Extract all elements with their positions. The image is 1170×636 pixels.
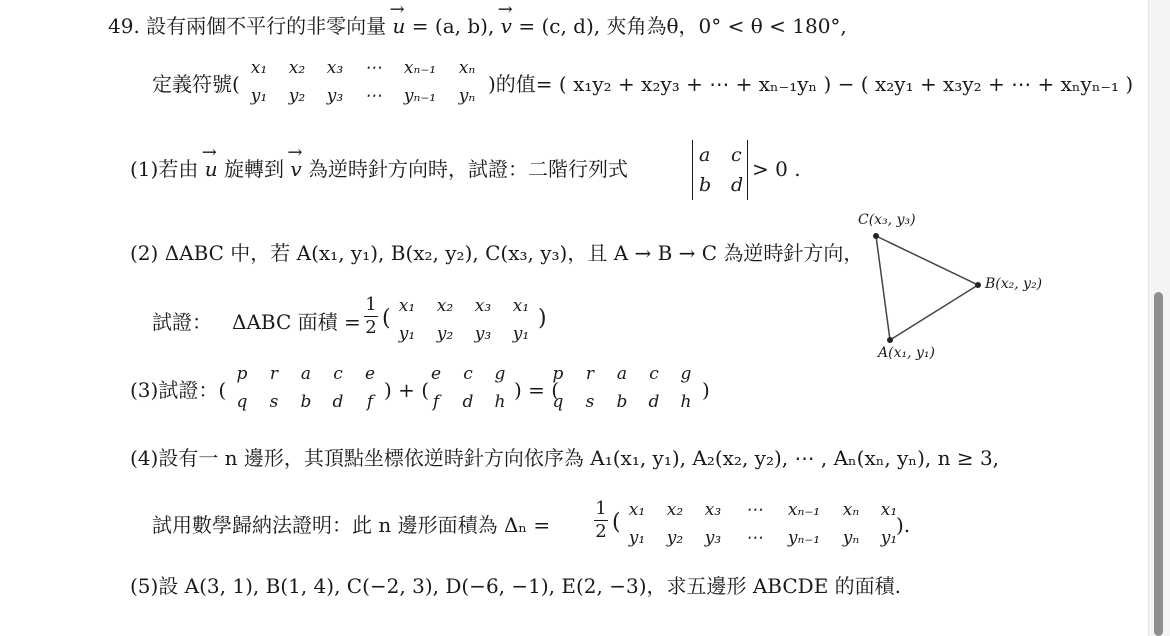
matrix-2-top — [420, 364, 516, 384]
part1-mid1: 旋轉到 — [223, 157, 284, 181]
definition-top-row — [240, 58, 486, 78]
matrix-cell: x₂ — [666, 500, 684, 520]
matrix-cell: y₁ — [880, 528, 898, 548]
matrix-3-bottom — [542, 392, 702, 412]
vector-v: → v — [501, 14, 512, 38]
definition-label: 定義符號( — [152, 72, 240, 96]
matrix-cell: d — [648, 392, 660, 412]
matrix-cell: x₃ — [704, 500, 722, 520]
point-c — [873, 233, 879, 239]
matrix-cell: xₙ₋₁ — [787, 500, 821, 520]
matrix-cell: x₃ — [326, 58, 344, 78]
matrix-cell: x₁ — [398, 296, 416, 316]
problem-intro: 設有兩個不平行的非零向量 — [146, 14, 387, 38]
matrix-cell: x₁ — [628, 500, 646, 520]
close-paren: ) — [538, 306, 547, 331]
matrix-3 — [542, 364, 702, 412]
matrix-cell: yₙ₋₁ — [403, 86, 437, 106]
part4-text: (4)設有一 n 邊形，其頂點坐標依逆時針方向依序為 A₁(x₁, y₁), A₂(x₂, y₂), ⋯ , Aₙ(xₙ, yₙ), n ≥ 3, — [130, 446, 1000, 470]
matrix-cell: ⋯ — [364, 58, 382, 78]
matrix-cell: b — [616, 392, 628, 412]
matrix-cell: d — [332, 392, 344, 412]
matrix-cell: yₙ — [458, 86, 476, 106]
plus-sign: ) + ( — [384, 378, 430, 402]
matrix-cell: y₂ — [666, 528, 684, 548]
matrix-cell: x₁ — [250, 58, 268, 78]
matrix-cell: s — [585, 392, 595, 412]
matrix-1 — [226, 364, 386, 412]
fraction-bottom: 2 — [595, 521, 607, 542]
matrix-cell: s — [269, 392, 279, 412]
det-b: b — [699, 174, 712, 196]
matrix-cell: y₁ — [512, 324, 530, 344]
det-c: c — [731, 144, 742, 166]
open-paren: ( — [612, 510, 621, 535]
matrix-cell: x₁ — [880, 500, 898, 520]
part1-text — [130, 157, 628, 181]
matrix-cell: y₂ — [288, 86, 306, 106]
matrix-cell: d — [462, 392, 474, 412]
matrix-cell: b — [300, 392, 312, 412]
matrix-cell: x₁ — [512, 296, 530, 316]
matrix-cell: y₁ — [628, 528, 646, 548]
matrix-cell: h — [680, 392, 692, 412]
matrix-cell: r — [269, 364, 279, 384]
matrix-cell: x₂ — [436, 296, 454, 316]
problem-number: 49. — [108, 14, 140, 38]
label-point-c: C(x₃, y₃) — [858, 212, 916, 228]
polygon-bottom-row — [618, 528, 908, 548]
matrix-cell: yₙ₋₁ — [787, 528, 821, 548]
matrix-2 — [420, 364, 516, 412]
problem-statement — [108, 14, 847, 38]
matrix-1-top — [226, 364, 386, 384]
triangle-abc — [876, 236, 978, 340]
matrix-cell: ⋯ — [745, 528, 763, 548]
matrix-cell: y₃ — [326, 86, 344, 106]
matrix-cell: xₙ — [842, 500, 860, 520]
part1-mid2: 為逆時針方向時，試證：二階行列式 — [307, 157, 628, 181]
area-matrix — [388, 296, 540, 344]
determinant — [692, 140, 748, 200]
matrix-cell: h — [494, 392, 506, 412]
matrix-cell: r — [585, 364, 595, 384]
matrix-cell: a — [616, 364, 628, 384]
polygon-top-row — [618, 500, 908, 520]
matrix-cell: e — [430, 364, 442, 384]
close-paren: ). — [896, 513, 911, 537]
open-paren: ( — [382, 306, 391, 331]
matrix-cell: a — [300, 364, 312, 384]
det-a: a — [699, 144, 711, 166]
matrix-cell: xₙ — [458, 58, 476, 78]
matrix-cell: x₃ — [474, 296, 492, 316]
matrix-cell: q — [236, 392, 248, 412]
matrix-cell: c — [649, 364, 659, 384]
u-definition: = (a, b), — [411, 14, 495, 38]
part1-suffix: > 0 . — [752, 157, 801, 181]
matrix-cell: c — [333, 364, 343, 384]
det-d: d — [731, 174, 744, 196]
definition-matrix — [240, 58, 486, 106]
point-a — [887, 337, 893, 343]
area-bottom-row — [388, 324, 540, 344]
definition-bottom-row — [240, 86, 486, 106]
vector-u: → u — [393, 14, 406, 38]
polygon-matrix — [618, 500, 911, 548]
part3-prefix: (3)試證：( — [130, 378, 227, 402]
matrix-cell: ⋯ — [745, 500, 763, 520]
matrix-cell: e — [364, 364, 376, 384]
matrix-cell: q — [552, 392, 564, 412]
matrix-cell: y₁ — [250, 86, 268, 106]
label-point-a: A(x₁, y₁) — [878, 345, 935, 361]
part2-area-text: ΔABC 面積 = — [232, 310, 361, 334]
fraction — [364, 294, 378, 338]
matrix-cell: g — [680, 364, 692, 384]
matrix-cell: y₂ — [436, 324, 454, 344]
fraction-numerator: 1 — [595, 498, 607, 519]
matrix-cell: f — [432, 392, 440, 412]
fraction-bottom: 2 — [365, 317, 377, 338]
part4-prove-text: 試用數學歸納法證明：此 n 邊形面積為 Δₙ = — [152, 513, 551, 537]
vector-u: → u — [205, 157, 218, 181]
matrix-cell: yₙ — [842, 528, 860, 548]
point-b — [975, 282, 981, 288]
fraction-numerator: 1 — [365, 294, 377, 315]
matrix-cell: p — [236, 364, 248, 384]
matrix-3-top — [542, 364, 702, 384]
matrix-1-bottom — [226, 392, 386, 412]
matrix-cell: p — [552, 364, 564, 384]
matrix-cell: c — [463, 364, 473, 384]
matrix-cell: ⋯ — [364, 86, 382, 106]
part2-prove-label: 試證： — [152, 310, 212, 334]
matrix-cell: g — [494, 364, 506, 384]
vector-v: → v — [290, 157, 301, 181]
fraction — [594, 498, 608, 542]
matrix-cell: xₙ₋₁ — [403, 58, 437, 78]
v-definition: = (c, d), — [518, 14, 601, 38]
matrix-cell: y₃ — [704, 528, 722, 548]
part2-text: (2) ΔABC 中，若 A(x₁, y₁), B(x₂, y₂), C(x₃, y₃)，且 A → B → C 為逆時針方向， — [130, 241, 864, 265]
angle-condition: 夾角為θ，0° < θ < 180°, — [606, 14, 847, 38]
matrix-cell: y₁ — [398, 324, 416, 344]
matrix-cell: y₃ — [474, 324, 492, 344]
matrix-cell: f — [366, 392, 374, 412]
close-paren: ) — [702, 378, 710, 402]
equals-sign: ) = ( — [514, 378, 560, 402]
part1-prefix: (1)若由 — [130, 157, 199, 181]
label-point-b: B(x₂, y₂) — [985, 276, 1043, 292]
area-top-row — [388, 296, 540, 316]
scrollbar-thumb[interactable] — [1154, 292, 1163, 636]
matrix-2-bottom — [420, 392, 516, 412]
part5-text: (5)設 A(3, 1), B(1, 4), C(−2, 3), D(−6, −1), E(2, −3)，求五邊形 ABCDE 的面積. — [130, 574, 902, 598]
matrix-cell: x₂ — [288, 58, 306, 78]
definition-value: )的值= ( x₁y₂ + x₂y₃ + ⋯ + xₙ₋₁yₙ ) − ( x₂y₁ + x₃y₂ + ⋯ + xₙyₙ₋₁ ) — [488, 72, 1134, 96]
